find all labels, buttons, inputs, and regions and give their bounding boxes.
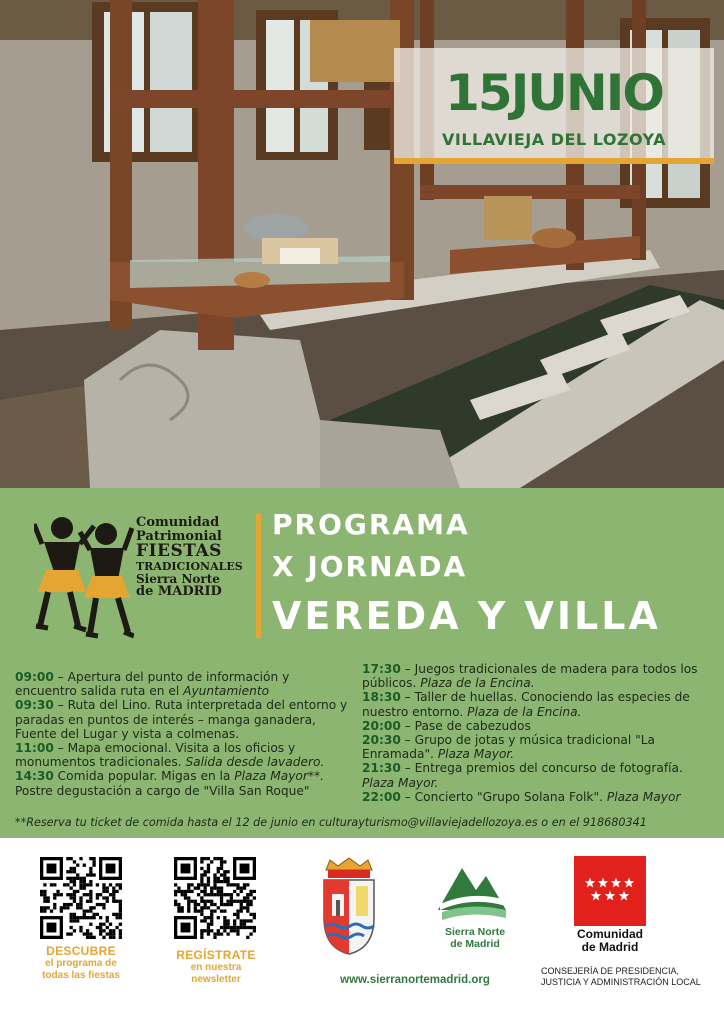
qr-label-sub: en nuestra xyxy=(190,962,242,973)
qr-label-title: DESCUBRE xyxy=(46,944,116,958)
schedule-text: Postre degustación a cargo de "Villa San Roque" xyxy=(15,783,310,798)
gold-divider xyxy=(256,514,261,638)
website-link[interactable]: www.sierranortemadrid.org xyxy=(340,974,490,986)
schedule-location: Plaza Mayor xyxy=(606,789,681,804)
schedule-location: Plaza Mayor. xyxy=(362,775,439,790)
schedule-time: 22:00 xyxy=(362,789,401,804)
schedule-item xyxy=(362,761,712,789)
qr-label-registrate xyxy=(156,948,276,986)
schedule-item xyxy=(362,790,712,804)
star-icon xyxy=(611,878,621,888)
schedule-location: Salida desde lavadero. xyxy=(185,755,325,770)
cm-line: de Madrid xyxy=(581,940,639,954)
event-place: VILLAVIEJA DEL LOZOYA xyxy=(442,130,666,149)
schedule-time: 21:30 xyxy=(362,761,401,776)
schedule-item xyxy=(15,698,351,741)
schedule-text: – Mapa emocional. Visita a los oficios y monumentos tradicionales. xyxy=(15,741,296,770)
schedule-item xyxy=(15,769,351,797)
coat-of-arms-icon xyxy=(318,856,380,956)
consej-line: JUSTICIA Y ADMINISTRACIÓN LOCAL xyxy=(541,977,701,987)
schedule-time: 11:00 xyxy=(15,741,54,756)
star-icon xyxy=(598,878,608,888)
logo-line: FIESTAS xyxy=(136,541,222,562)
schedule-text: – Taller de huellas. Conociendo las especies de nuestro entorno. xyxy=(362,690,690,719)
date-panel xyxy=(394,48,714,164)
schedule-location: Ayuntamiento xyxy=(183,684,270,699)
schedule-item xyxy=(15,670,351,698)
comunidad-madrid-text xyxy=(560,928,660,954)
consej-line: CONSEJERÍA DE PRESIDENCIA, xyxy=(541,966,680,976)
schedule-location: Plaza Mayor. xyxy=(437,747,515,762)
program-title-line3: VEREDA Y VILLA xyxy=(272,594,661,638)
qr-label-sub: todas las fiestas xyxy=(42,970,120,981)
schedule-text: – Concierto "Grupo Solana Folk". xyxy=(400,789,607,804)
logo-line: Sierra Norte xyxy=(136,571,220,586)
logo-line: TRADICIONALES xyxy=(136,560,243,574)
event-date: 15JUNIO xyxy=(445,64,663,122)
sierra-norte-mountain-icon xyxy=(436,860,508,924)
hero-photo xyxy=(0,0,724,488)
sn-line: de Madrid xyxy=(450,938,500,950)
schedule-item xyxy=(362,690,712,718)
consejeria-text xyxy=(541,966,721,988)
star-icon xyxy=(605,891,615,901)
schedule-text: Comida popular. Migas en la xyxy=(53,769,235,784)
schedule-text: – Entrega premios del concurso de fotografía. xyxy=(400,761,683,776)
star-icon xyxy=(591,891,601,901)
sierra-norte-logo-text xyxy=(430,926,520,950)
star-icon xyxy=(624,878,634,888)
schedule-item xyxy=(15,741,351,769)
qr-code-icon[interactable] xyxy=(174,857,256,939)
schedule-text: – Pase de cabezudos xyxy=(400,718,531,733)
schedule-text: – Juegos tradicionales de madera para todos los públicos. xyxy=(362,662,698,691)
comunidad-madrid-flag xyxy=(574,856,646,926)
schedule-location: Plaza de la Encina. xyxy=(420,676,535,691)
qr-code-icon[interactable] xyxy=(40,857,122,939)
sn-line: Sierra Norte xyxy=(444,926,506,938)
comunidad-patrimonial-logo-text xyxy=(136,516,248,599)
stars-icon xyxy=(574,856,646,926)
logo-line: Patrimonial xyxy=(136,528,222,544)
cm-line: Comunidad xyxy=(577,927,643,941)
program-title-line1: PROGRAMA xyxy=(272,508,470,541)
schedule-time: 17:30 xyxy=(362,662,401,676)
schedule-text: – Ruta del Lino. Ruta interpretada del entorno y paradas en puntos de interés – manga ganadera, Fuente del Lugar y vista a colmenas. xyxy=(15,698,348,741)
program-title-line2: X JORNADA xyxy=(272,550,468,583)
schedule-item xyxy=(362,733,712,761)
schedule-time: 09:00 xyxy=(15,670,54,684)
schedule-location: Plaza Mayor**. xyxy=(234,769,324,784)
schedule-location: Plaza de la Encina. xyxy=(467,704,582,719)
star-icon xyxy=(585,878,595,888)
logo-line: de MADRID xyxy=(136,584,222,600)
schedule-text: – Grupo de jotas y música tradicional "La Enramada". xyxy=(362,733,656,762)
date-panel-underline xyxy=(394,158,714,164)
qr-label-sub: el programa de xyxy=(45,958,117,969)
schedule-item xyxy=(362,662,712,690)
star-icon xyxy=(619,891,629,901)
schedule-right-column xyxy=(362,662,712,804)
logo-line: Comunidad xyxy=(136,515,220,530)
schedule-text: – Apertura del punto de información y encuentro salida ruta en el xyxy=(15,670,290,699)
schedule-left-column xyxy=(15,670,351,798)
schedule-time: 18:30 xyxy=(362,690,401,705)
schedule-time: 20:00 xyxy=(362,718,401,733)
qr-label-title: REGÍSTRATE xyxy=(176,948,256,962)
qr-label-descubre xyxy=(22,944,140,982)
dancers-logo-icon xyxy=(34,514,134,642)
schedule-time: 20:30 xyxy=(362,733,401,748)
schedule-item xyxy=(362,719,712,733)
schedule-time: 14:30 xyxy=(15,769,54,784)
qr-label-sub: newsletter xyxy=(191,974,241,985)
reservation-note: **Reserva tu ticket de comida hasta el 12 de junio en culturayturismo@villaviejadellozoya.es o en el 918680341 xyxy=(15,816,647,829)
schedule-time: 09:30 xyxy=(15,698,54,713)
